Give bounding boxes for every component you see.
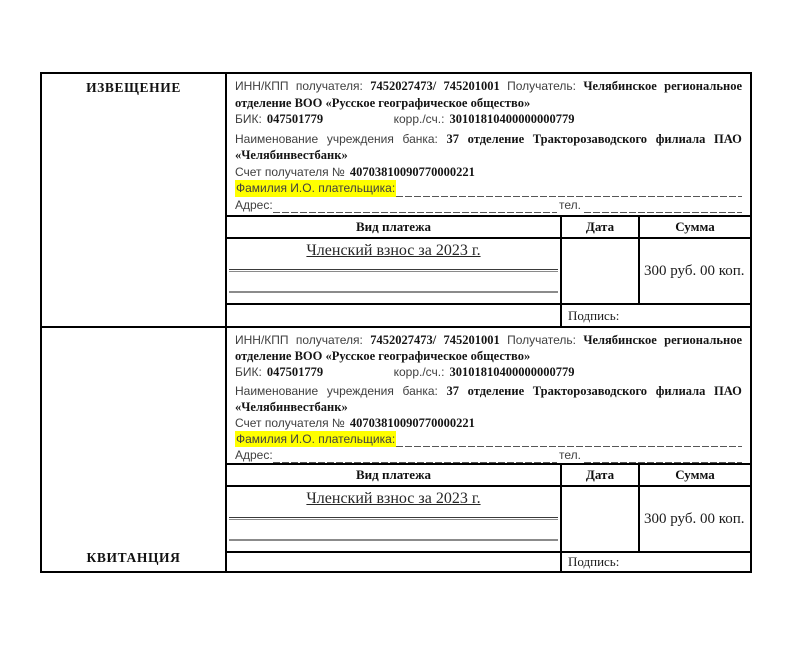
- payer-name-blank: [396, 434, 742, 447]
- bik-group: [235, 111, 323, 128]
- recipient-label: Получатель:: [507, 79, 576, 93]
- payment-type-cell: [227, 239, 560, 305]
- bank-name: «Челябинвестбанк»: [235, 400, 348, 414]
- recipient-word1: Челябинское: [583, 79, 657, 93]
- account-line: [235, 415, 742, 431]
- payee-details-block: [227, 328, 750, 463]
- payer-name-line: [235, 180, 742, 197]
- account-value: 40703810090770000221: [349, 416, 475, 430]
- phone-blank: [584, 450, 742, 463]
- inn-label2: получателя:: [295, 79, 363, 93]
- izveshchenie-title: ИЗВЕЩЕНИЕ: [86, 80, 181, 95]
- bank-value-word1: 37: [446, 131, 460, 146]
- corr-group: [394, 364, 575, 380]
- bank-name-line: [235, 131, 742, 148]
- bank-label-word2: учреждения: [326, 384, 394, 398]
- bank-value-word3: Тракторозаводского: [532, 384, 648, 398]
- address-label: Адрес:: [235, 197, 273, 212]
- blank-line-2: [229, 539, 558, 541]
- account-value: 40703810090770000221: [349, 164, 475, 179]
- date-cell: [560, 239, 638, 305]
- kvitanciya-side-cell: [42, 328, 227, 571]
- payment-purpose: Членский взнос за 2023 г.: [306, 490, 481, 507]
- inn-recipient-line: [235, 78, 742, 95]
- bik-group: [235, 364, 323, 380]
- corr-label: корр./сч.:: [393, 365, 445, 379]
- bik-value: 047501779: [266, 112, 324, 126]
- payer-name-line: [235, 431, 742, 447]
- signature-cell: Подпись:: [560, 553, 750, 571]
- sum-cell: 300 руб. 00 коп.: [638, 487, 750, 553]
- bik-corr-line: [235, 364, 742, 380]
- bik-corr-line: [235, 111, 742, 128]
- date-header: Дата: [560, 465, 638, 487]
- inn-value: 7452027473/: [370, 333, 437, 347]
- bank-label-word1: Наименование: [235, 384, 319, 398]
- bank-name: «Челябинвестбанк»: [235, 148, 348, 162]
- bank-value-word2: отделение: [467, 384, 525, 398]
- payment-table: [227, 215, 750, 326]
- bank-value-word5: ПАО: [714, 384, 742, 398]
- payment-type-header: Вид платежа: [227, 217, 560, 239]
- address-blank: [273, 200, 557, 213]
- phone-blank: [584, 200, 742, 213]
- recipient-name: отделение ВОО «Русское географическое общество»: [235, 349, 531, 363]
- sum-header: Сумма: [638, 217, 750, 239]
- phone-label: тел.: [559, 448, 582, 462]
- izveshchenie-body: [227, 74, 750, 326]
- corr-value: 30101810400000000779: [449, 365, 575, 379]
- payment-table: [227, 463, 750, 571]
- signature-cell: Подпись:: [560, 305, 750, 326]
- signature-left-empty-cell: [227, 553, 560, 571]
- address-label: Адрес:: [235, 448, 273, 462]
- blank-line-1: [229, 269, 558, 272]
- bank-label-word1: Наименование: [235, 131, 319, 146]
- address-line: [235, 447, 742, 463]
- signature-left-empty-cell: [227, 305, 560, 326]
- inn-label: ИНН/КПП: [235, 333, 289, 347]
- recipient-word2: региональное: [664, 79, 742, 93]
- bank-value-word4: филиала: [655, 384, 706, 398]
- bank-name-line2: [235, 147, 742, 164]
- bank-label-word3: банка:: [402, 384, 438, 398]
- bank-label-word3: банка:: [402, 131, 438, 146]
- recipient-line2: [235, 348, 742, 364]
- date-cell: [560, 487, 638, 553]
- address-line: [235, 197, 742, 214]
- bank-name-line2: [235, 399, 742, 415]
- bank-value-word5: ПАО: [714, 131, 742, 146]
- bik-value: 047501779: [266, 365, 324, 379]
- phone-label: тел.: [559, 197, 582, 212]
- bank-value-word4: филиала: [655, 131, 706, 146]
- corr-group: [394, 111, 575, 128]
- sum-cell: 300 руб. 00 коп.: [638, 239, 750, 305]
- bik-label: БИК:: [235, 365, 262, 379]
- recipient-word1: Челябинское: [583, 333, 657, 347]
- izveshchenie-side-cell: [42, 74, 227, 326]
- inn-recipient-line: [235, 332, 742, 348]
- address-blank: [273, 450, 557, 463]
- date-header: Дата: [560, 217, 638, 239]
- inn-label2: получателя:: [295, 333, 363, 347]
- inn-label: ИНН/КПП: [235, 79, 289, 93]
- kvitanciya-title: КВИТАНЦИЯ: [86, 550, 181, 565]
- sum-header: Сумма: [638, 465, 750, 487]
- payee-details-block: [227, 74, 750, 215]
- bik-label: БИК:: [235, 112, 262, 126]
- corr-label: корр./сч.:: [393, 112, 445, 126]
- account-line: [235, 164, 742, 181]
- account-label: Счет получателя №: [235, 164, 345, 179]
- bank-value-word3: Тракторозаводского: [532, 131, 648, 146]
- recipient-name: отделение ВОО «Русское географическое общество»: [235, 95, 531, 110]
- kpp-value: 745201001: [443, 333, 500, 347]
- kpp-value: 745201001: [443, 79, 500, 93]
- blank-line-2: [229, 291, 558, 293]
- payer-name-label-highlighted: Фамилия И.О. плательщика:: [236, 432, 396, 446]
- kvitanciya-section: [42, 326, 750, 571]
- recipient-line2: [235, 95, 742, 112]
- recipient-label: Получатель:: [507, 333, 576, 347]
- payment-slip-form: [40, 72, 752, 573]
- recipient-word2: региональное: [664, 333, 742, 347]
- payment-type-cell: [227, 487, 560, 553]
- payer-name-label-highlighted: Фамилия И.О. плательщика:: [236, 181, 396, 195]
- bank-label-word2: учреждения: [326, 131, 394, 146]
- izveshchenie-section: [42, 74, 750, 326]
- bank-value-word2: отделение: [467, 131, 525, 146]
- payment-purpose: Членский взнос за 2023 г.: [306, 242, 481, 259]
- bank-value-word1: 37: [446, 384, 460, 398]
- account-label: Счет получателя №: [235, 416, 345, 430]
- inn-value: 7452027473/: [370, 79, 437, 93]
- payment-type-header: Вид платежа: [227, 465, 560, 487]
- bank-name-line: [235, 383, 742, 399]
- blank-line-1: [229, 517, 558, 520]
- corr-value: 30101810400000000779: [449, 112, 575, 126]
- kvitanciya-body: [227, 328, 750, 571]
- payer-name-blank: [396, 184, 742, 197]
